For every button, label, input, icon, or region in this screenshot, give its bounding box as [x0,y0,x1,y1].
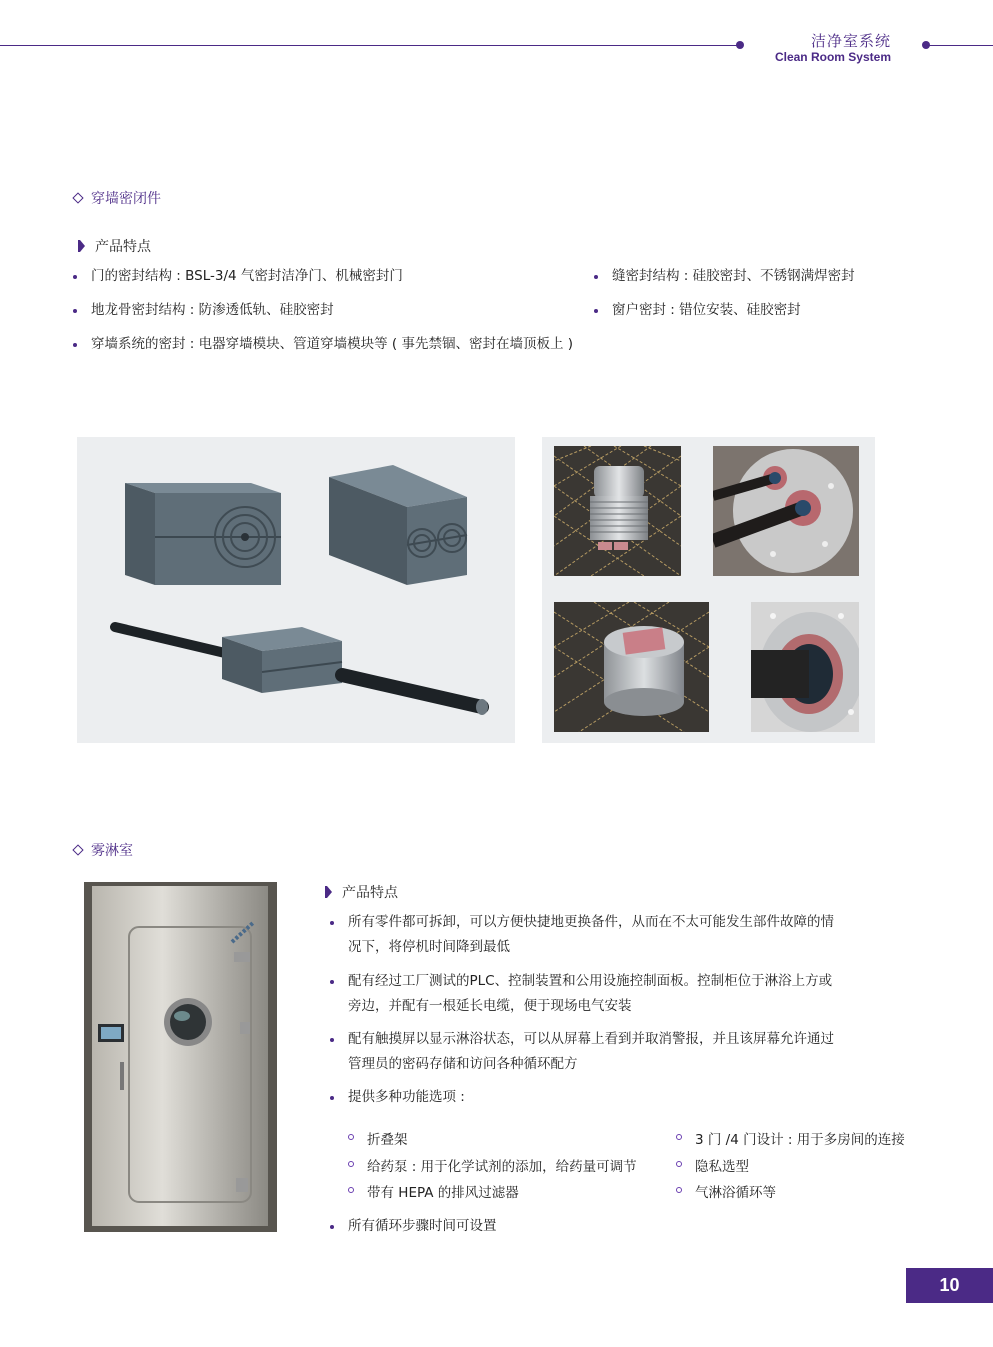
list-item: 穿墙系统的密封 : 电器穿墙模块、管道穿墙模块等 ( 事先禁锢、密封在墙顶板上 ) [91,332,573,357]
section-title-text: 穿墙密闭件 [91,191,161,207]
diamond-icon [72,844,83,855]
list-item: 地龙骨密封结构 : 防渗透低轨、硅胶密封 [91,298,334,323]
blind-plug-illustration [554,602,709,732]
pipe-seal-photo [751,602,859,732]
list-item-line: 旁边，并配有一根延长电缆，便于现场电气安装 [348,998,632,1014]
threaded-fitting-illustration [554,446,681,576]
section-title-wall-seal [74,188,161,208]
header-rule-left [0,45,740,46]
option-item: 隐私选型 [695,1155,749,1175]
list-item: 缝密封结构 : 硅胶密封、不锈钢满焊密封 [612,264,855,289]
section-title-mist-shower [74,840,133,860]
threaded-fitting-photo [554,446,681,576]
option-item: 给药泵 : 用于化学试剂的添加，给药量可调节 [367,1155,637,1175]
page-number: 10 [906,1268,993,1303]
pipe-seal-illustration [751,602,859,732]
list-item [348,1027,834,1077]
list-item-line: 配有触摸屏以显示淋浴状态，可以从屏幕上看到并取消警报，并且该屏幕允许通过 [348,1031,834,1047]
list-item [348,910,834,960]
list-item [348,1085,465,1110]
list-item-line: 况下，将停机时间降到最低 [348,939,510,955]
header-title-cn: 洁净室系统 [810,32,891,50]
mist-shower-door-illustration [84,882,277,1232]
features-heading [327,882,398,902]
diamond-icon [72,192,83,203]
section-title-text: 雾淋室 [91,843,133,859]
blind-plug-photo [554,602,709,732]
features-heading [80,236,151,256]
features-label: 产品特点 [342,885,398,901]
list-item: 窗户密封 : 错位安装、硅胶密封 [612,298,801,323]
marker-icon [80,240,85,252]
list-item [348,969,832,1019]
cable-penetration-illustration [713,446,859,576]
stainless-seal-image-panel [542,437,875,743]
option-item: 3 门 /4 门设计 : 用于多房间的连接 [695,1128,905,1148]
mist-shower-door-photo [84,882,277,1232]
option-item: 气淋浴循环等 [695,1181,776,1201]
list-item-line: 配有经过工厂测试的PLC、控制装置和公用设施控制面板。控制柜位于淋浴上方或 [348,973,833,989]
list-item-line: 提供多种功能选项 : [348,1089,465,1105]
list-item: 所有循环步骤时间可设置 [348,1214,497,1239]
marker-icon [327,886,332,898]
wall-seal-block-image [77,437,515,743]
header-title-en: Clean Room System [774,50,891,64]
list-item: 门的密封结构 : BSL-3/4 气密封洁净门、机械密封门 [91,264,403,289]
seal-blocks-illustration [77,437,515,743]
option-item: 折叠架 [367,1128,408,1148]
cable-penetration-photo [713,446,859,576]
list-item-line: 所有零件都可拆卸，可以方便快捷地更换备件，从而在不太可能发生部件故障的情 [348,914,834,930]
option-item: 带有 HEPA 的排风过滤器 [367,1181,519,1201]
features-label: 产品特点 [95,239,151,255]
header-dot-left [736,41,744,49]
list-item-line: 管理员的密码存储和访问各种循环配方 [348,1056,578,1072]
header-rule-right [926,45,993,46]
